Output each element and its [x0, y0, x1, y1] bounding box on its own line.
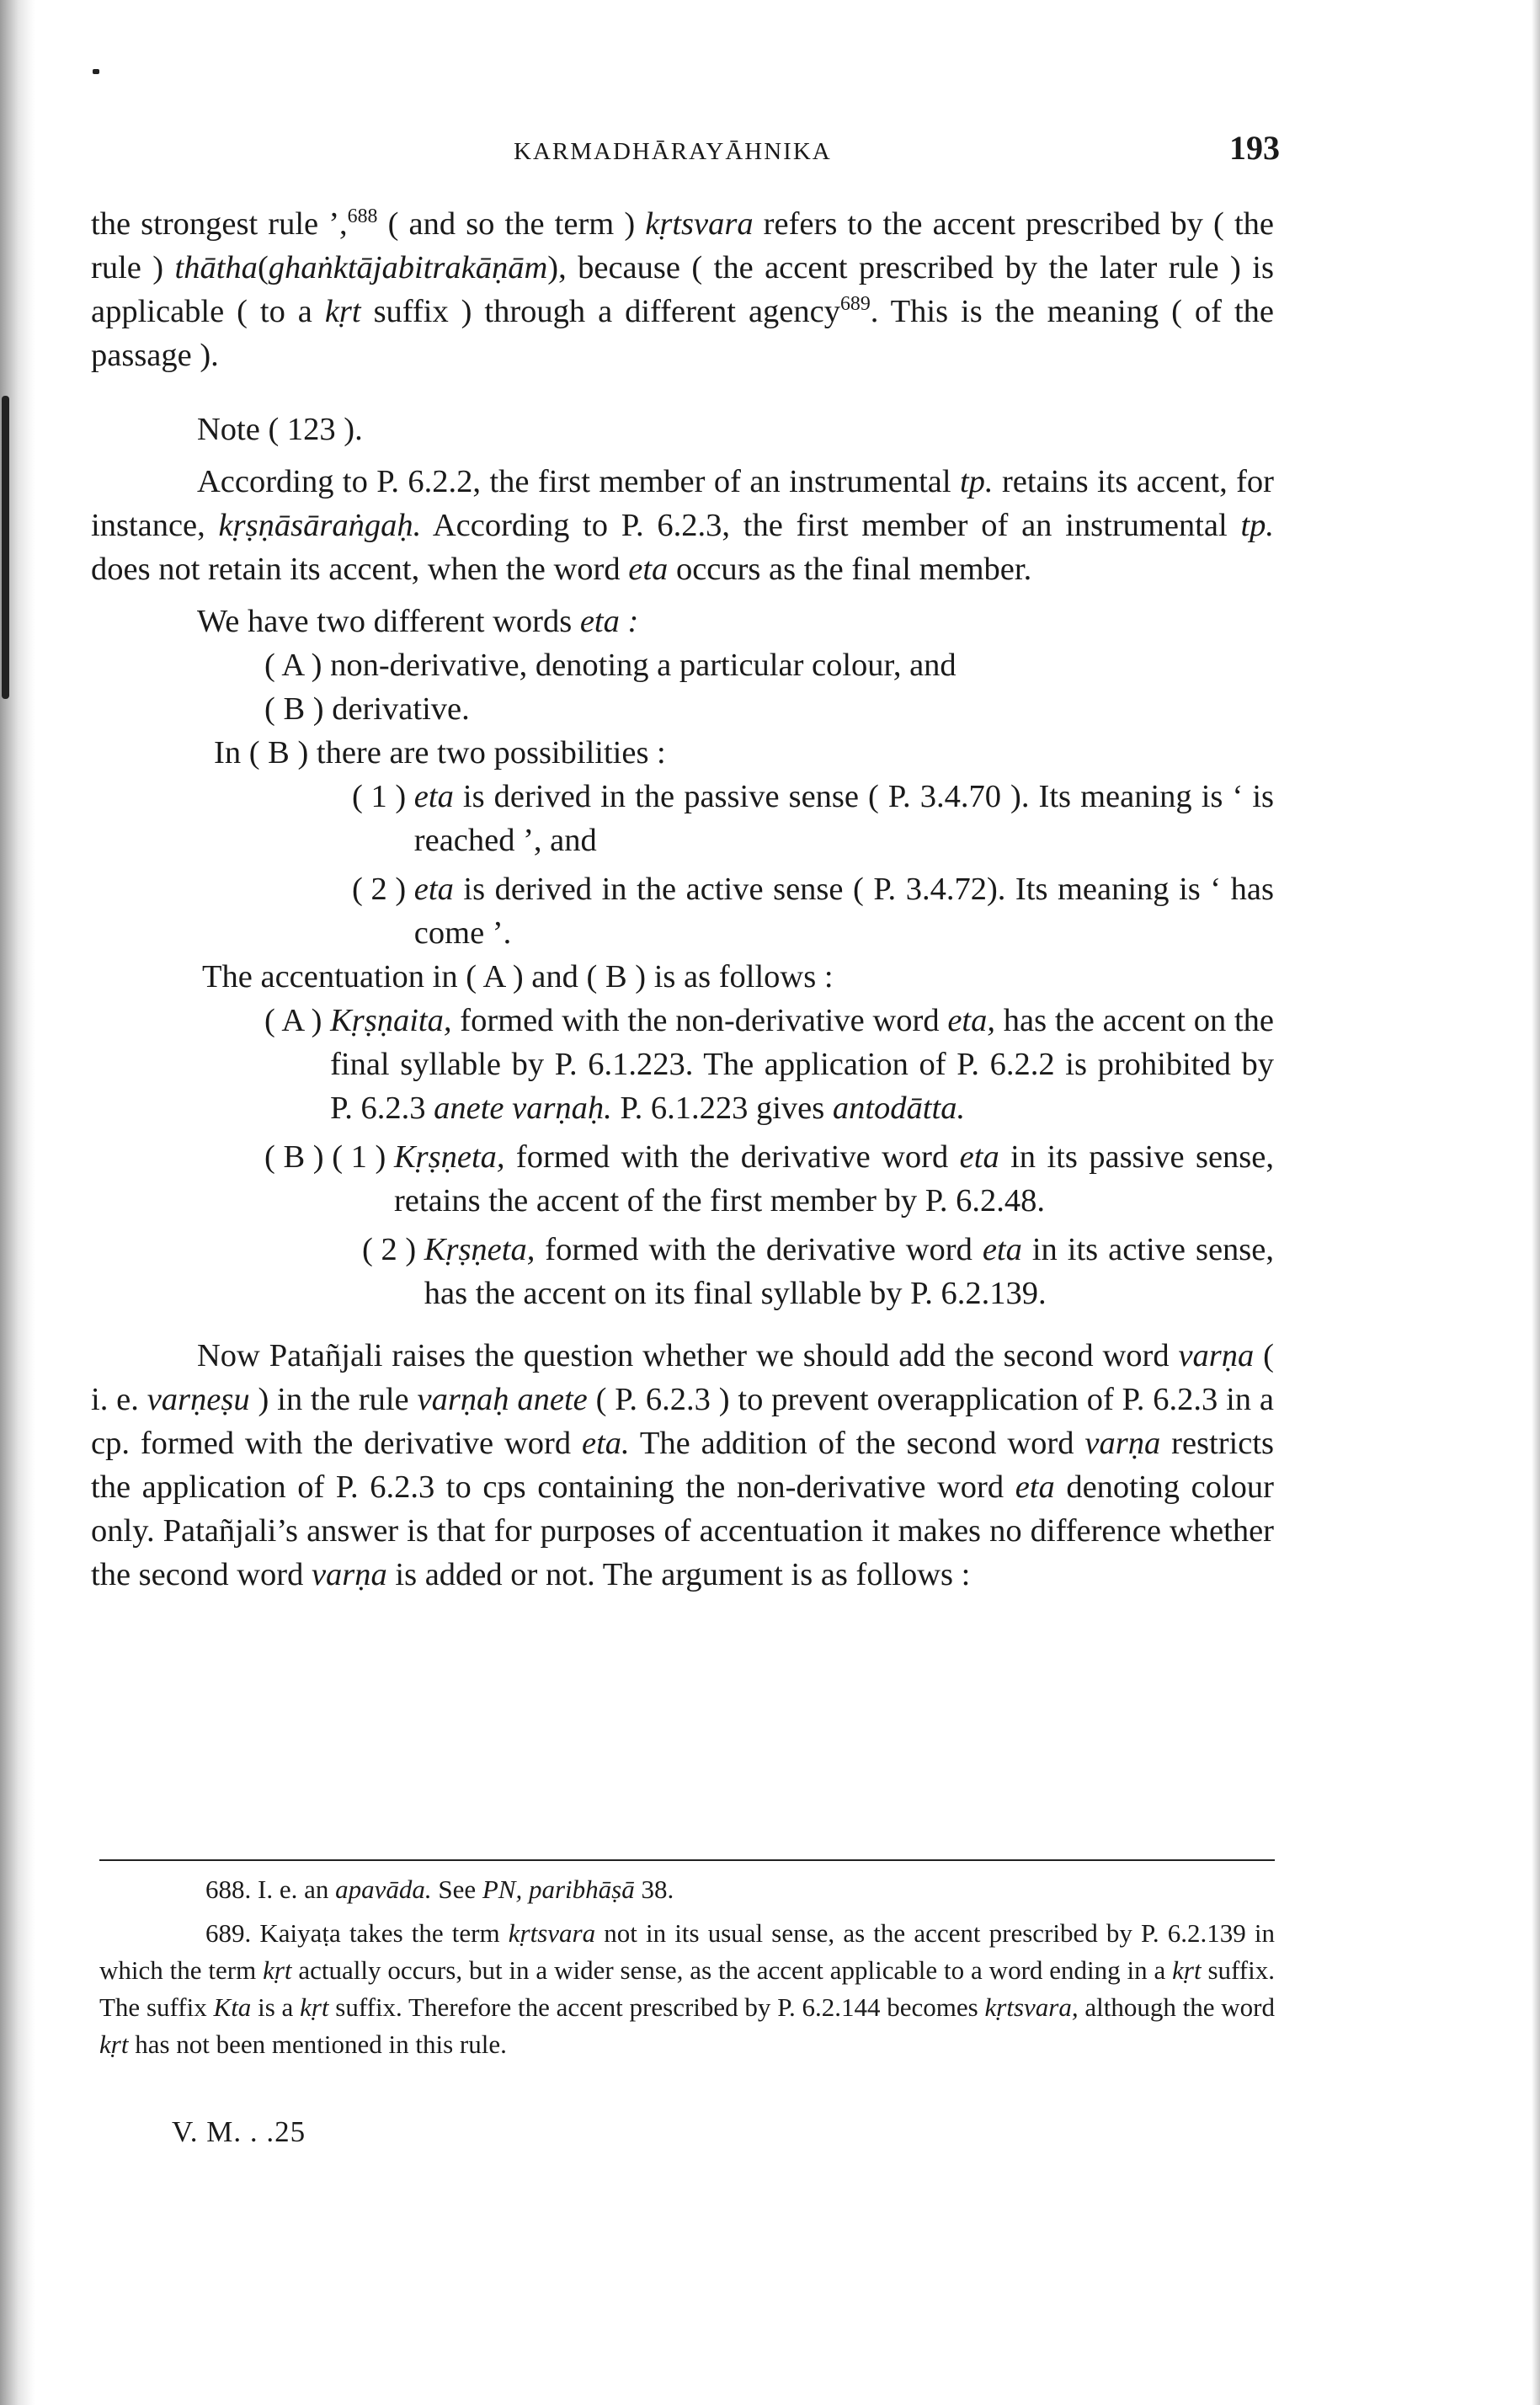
text-run: ( P. 6.2.3 ) to prevent overapplication of P. 6.2.3 in a cp. formed with the derivative word	[91, 1382, 1274, 1461]
text-run: suffix. The suffix	[99, 1955, 1275, 2022]
text-run: the strongest rule ’,	[91, 206, 348, 242]
paragraph-patanjali	[91, 1334, 1274, 1597]
footnotes	[99, 1859, 1275, 2063]
italic-term: kṛtsvara	[645, 206, 754, 242]
text-run: See	[431, 1874, 482, 1904]
list-text	[424, 1228, 1274, 1315]
list-label: ( B ) ( 1 )	[264, 1139, 394, 1175]
italic-term: eta	[628, 552, 669, 587]
paragraph-possibilities: In ( B ) there are two possibilities :	[214, 735, 666, 771]
text-run: Now Patañjali raises the question whether we should add the second word	[197, 1338, 1179, 1373]
text-run: restricts the application of P. 6.2.3 to cps containing the non-derivative word	[91, 1426, 1274, 1505]
running-title: KARMADHĀRAYĀHNIKA	[514, 138, 832, 165]
italic-term: eta	[1015, 1469, 1055, 1505]
italic-term: eta	[413, 779, 454, 814]
ink-speck	[93, 69, 99, 74]
list-text	[394, 1135, 1274, 1223]
text-run: 688. I. e. an	[205, 1874, 336, 1904]
italic-term: tp.	[959, 464, 994, 499]
paragraph-accentuation: The accentuation in ( A ) and ( B ) is as follows :	[202, 959, 834, 995]
italic-term: kṛt	[324, 294, 361, 329]
text-run: ( and so the term )	[377, 206, 646, 242]
possibility-1	[91, 775, 1274, 862]
text-run: denoting colour only. Patañjali’s answer is that for purposes of accentuation it makes no difference whether the second word	[91, 1469, 1274, 1592]
list-label: ( 1 )	[352, 779, 414, 814]
italic-term: kṛt	[300, 1992, 329, 2022]
text-run: ( i. e.	[91, 1338, 1274, 1417]
main-text	[91, 202, 1274, 1597]
list-label: ( 2 )	[362, 1232, 424, 1267]
text-run: The addition of the second word	[629, 1426, 1085, 1461]
text-run: does not retain its accent, when the word	[91, 552, 629, 587]
list-text	[414, 775, 1274, 862]
italic-term: kṛt	[263, 1955, 292, 1985]
italic-term: Kṛṣṇaita,	[330, 1003, 452, 1038]
italic-term: kṛt	[99, 2029, 129, 2059]
paragraph-intro	[91, 202, 1274, 377]
italic-term: PN, paribhāṣā	[482, 1874, 635, 1904]
italic-term: Kṛṣṇeta,	[393, 1139, 505, 1175]
list-text	[414, 867, 1274, 955]
paragraph-two-words	[91, 600, 1274, 643]
list-text: non-derivative, denoting a particular colour, and	[330, 648, 957, 683]
text-run: According to P. 6.2.2, the first member of an instrumental	[197, 464, 960, 499]
italic-term: varṇa	[1178, 1338, 1255, 1373]
italic-term: ghaṅktājabitrakāṇām	[268, 250, 548, 285]
italic-term: eta.	[582, 1426, 630, 1461]
text-run: 689. Kaiyaṭa takes the term	[205, 1918, 509, 1948]
list-label: ( 2 )	[352, 872, 414, 907]
italic-term: kṛtsvara,	[984, 1992, 1079, 2022]
text-run: We have two different words	[197, 604, 580, 639]
text-run: formed with the non-derivative word	[451, 1003, 948, 1038]
italic-term: Kṛṣṇeta,	[424, 1232, 536, 1267]
note-heading: Note ( 123 ).	[197, 412, 363, 447]
text-run: (	[257, 250, 269, 285]
text-run: is added or not. The argument is as follows :	[386, 1557, 971, 1592]
paragraph-note	[91, 460, 1274, 591]
footnote-ref-688: 688	[347, 205, 378, 228]
printer-signature-mark: V. M. . .25	[172, 2115, 306, 2148]
possibility-2	[91, 867, 1274, 955]
text-run: formed with the derivative word	[535, 1232, 983, 1267]
italic-term: eta :	[579, 604, 639, 639]
text-run: refers to the accent prescribed by ( the rule )	[91, 206, 1274, 285]
list-text	[330, 999, 1274, 1130]
italic-term: antodātta.	[832, 1091, 966, 1126]
italic-term: varṇeṣu	[147, 1382, 250, 1417]
italic-term: anete varṇaḥ.	[434, 1091, 612, 1126]
text-run: has not been mentioned in this rule.	[128, 2029, 507, 2059]
text-run: occurs as the final member.	[668, 552, 1032, 587]
text-run: P. 6.1.223 gives	[611, 1091, 833, 1126]
footnote-689	[99, 1915, 1275, 2063]
footnote-688	[99, 1871, 1275, 1908]
list-label: ( B )	[264, 691, 333, 727]
text-run: 38.	[634, 1874, 674, 1904]
text-run: suffix ) through a different agency	[360, 294, 840, 329]
accentuation-b2	[91, 1228, 1274, 1315]
page-header	[101, 126, 1280, 177]
book-spine-shadow	[0, 0, 35, 2405]
text-run: actually occurs, but in a wider sense, as the accent applicable to a word ending in a	[291, 1955, 1173, 1985]
text-run: suffix. Therefore the accent prescribed by P. 6.2.144 becomes	[328, 1992, 985, 2022]
italic-term: varṇaḥ anete	[417, 1382, 588, 1417]
italic-term: Kta	[213, 1992, 252, 2022]
italic-term: kṛṣṇāsāraṅgaḥ.	[218, 508, 422, 543]
italic-term: eta,	[947, 1003, 996, 1038]
text-run: retains its accent, for instance,	[91, 464, 1274, 543]
text-run: . This is the meaning ( of the passage ).	[91, 294, 1274, 373]
text-run: is derived in the passive sense ( P. 3.4.70 ). Its meaning is ‘ is reached ’, and	[413, 779, 1274, 858]
italic-term: tp.	[1240, 508, 1275, 543]
page-number: 193	[1229, 129, 1280, 167]
italic-term: eta	[959, 1139, 999, 1175]
text-run: is derived in the active sense ( P. 3.4.72). Its meaning is ‘ has come ’.	[413, 872, 1274, 951]
list-item-a	[91, 643, 1274, 687]
italic-term: kṛt	[1172, 1955, 1202, 1985]
spine-binding-mark	[2, 396, 9, 699]
footnote-ref-689: 689	[839, 293, 871, 316]
italic-term: varṇa	[311, 1557, 387, 1592]
text-run: although the word	[1078, 1992, 1275, 2022]
italic-term: kṛtsvara	[508, 1918, 596, 1948]
italic-term: thātha	[174, 250, 258, 285]
page-edge-shadow	[1532, 0, 1540, 2405]
text-run: is a	[251, 1992, 301, 2022]
text-run: ), because ( the accent prescribed by the later rule ) is applicable ( to a	[91, 250, 1274, 329]
text-run: in its active sense, has the accent on its final syllable by P. 6.2.139.	[424, 1232, 1274, 1311]
accentuation-b1	[91, 1135, 1274, 1223]
italic-term: eta	[982, 1232, 1022, 1267]
text-run: According to P. 6.2.3, the first member of an instrumental	[421, 508, 1241, 543]
list-label: ( A )	[264, 1003, 331, 1038]
text-run: ) in the rule	[249, 1382, 418, 1417]
list-item-b	[91, 687, 1274, 731]
italic-term: eta	[413, 872, 454, 907]
text-run: formed with the derivative word	[504, 1139, 960, 1175]
accentuation-a	[91, 999, 1274, 1130]
italic-term: varṇa	[1084, 1426, 1161, 1461]
text-run: in its passive sense, retains the accent of the first member by P. 6.2.48.	[393, 1139, 1274, 1218]
text-run: has the accent on the final syllable by P. 6.1.223. The application of P. 6.2.2 is prohibited by P. 6.2.3	[330, 1003, 1274, 1126]
text-run: not in its usual sense, as the accent prescribed by P. 6.2.139 in which the term	[99, 1918, 1275, 1985]
italic-term: apavāda.	[335, 1874, 432, 1904]
list-label: ( A )	[264, 648, 331, 683]
list-text: derivative.	[332, 691, 470, 727]
